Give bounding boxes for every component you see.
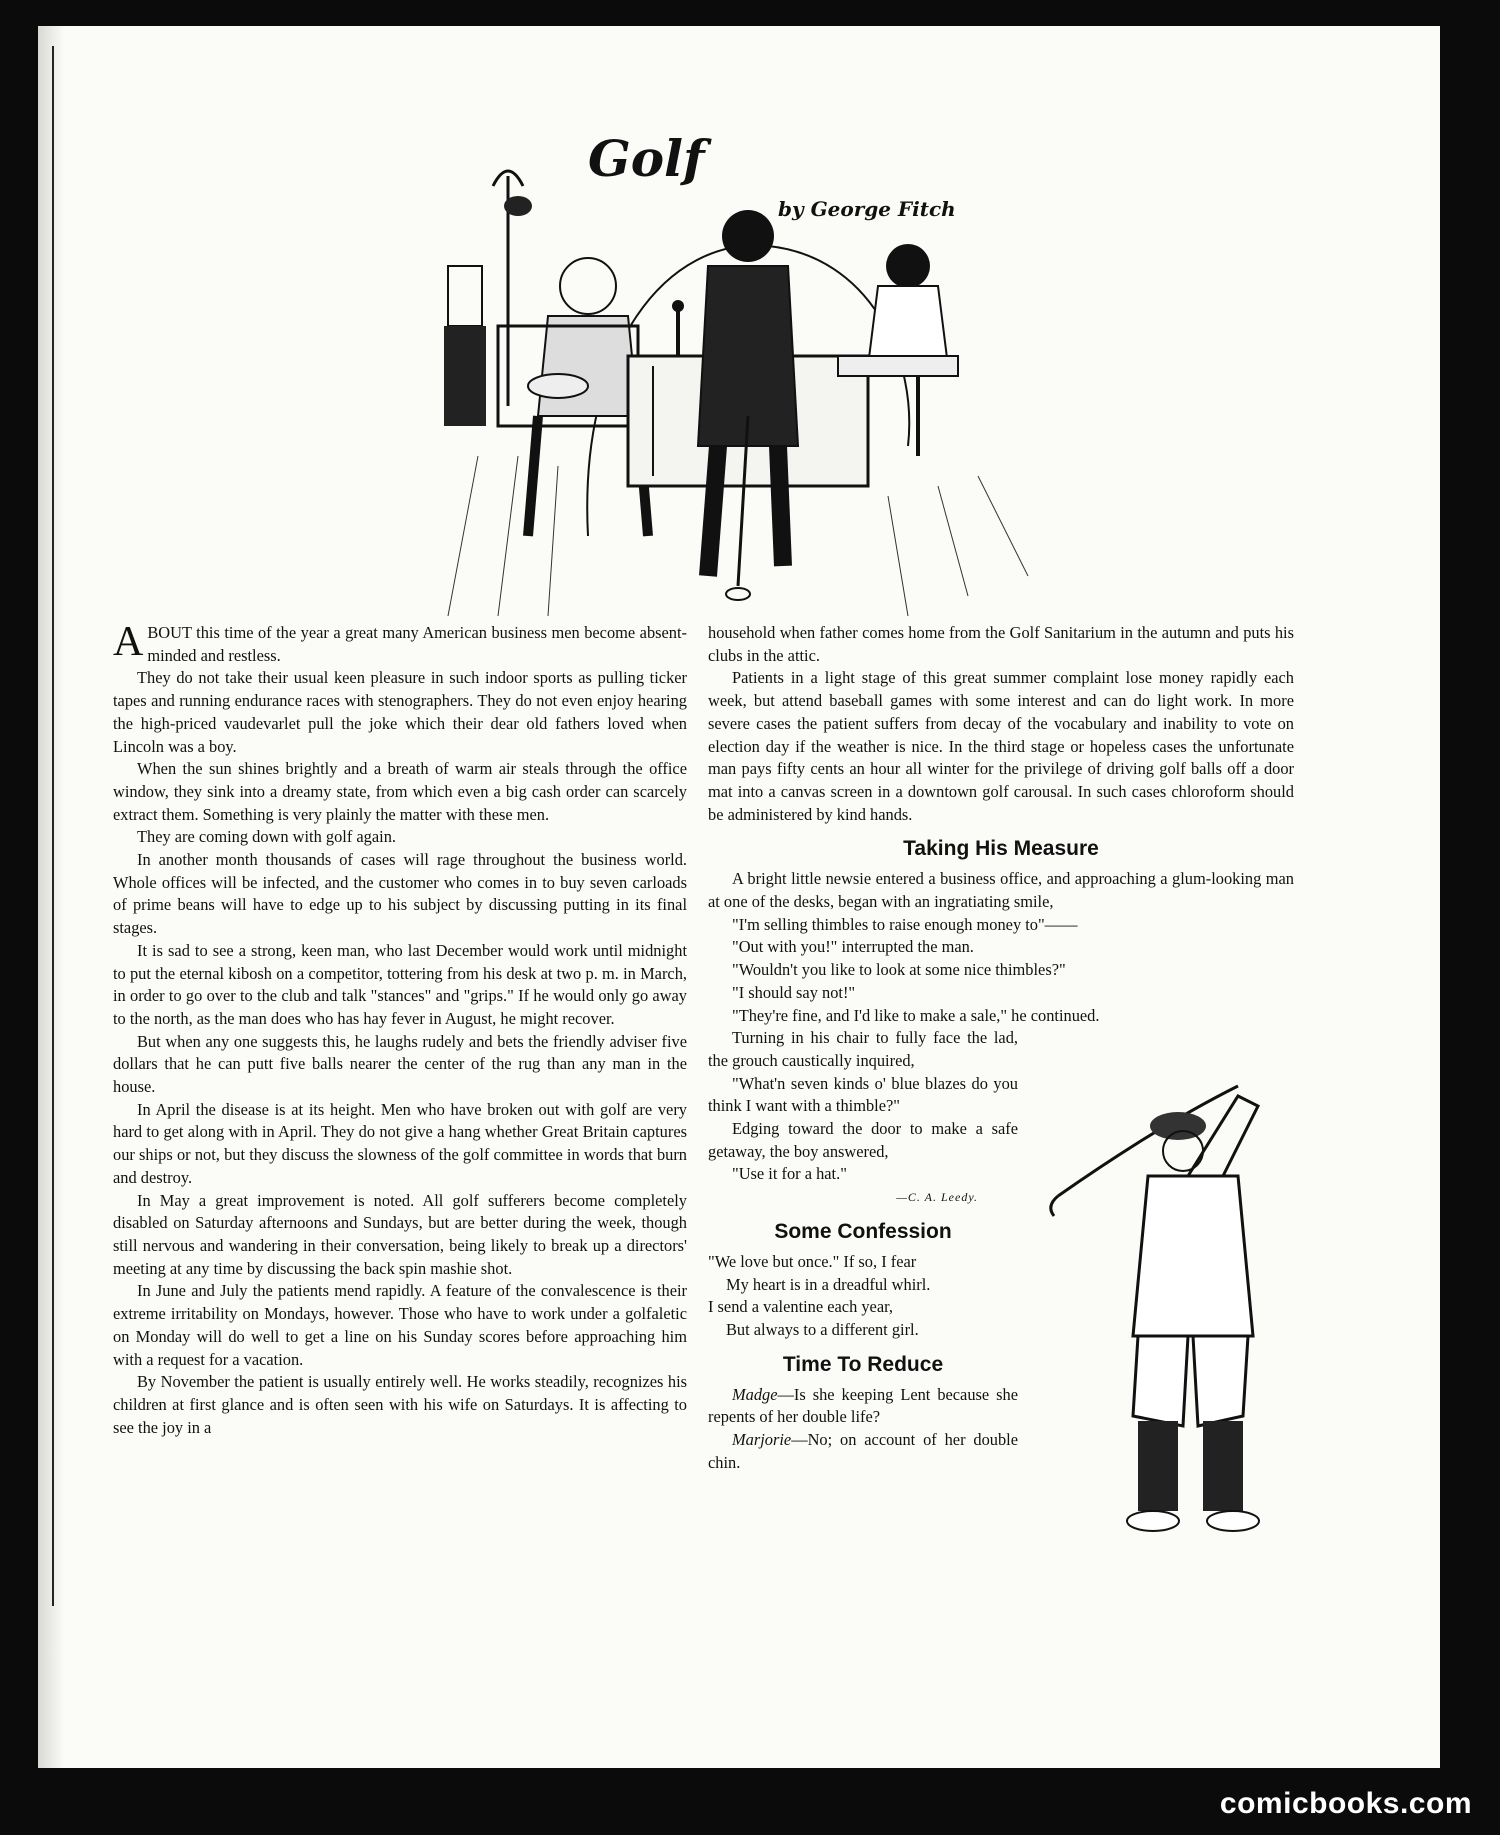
magazine-page — [38, 26, 1440, 1768]
poem-line: But always to a different girl. — [726, 1319, 919, 1339]
heading-time-to-reduce: Time To Reduce — [782, 1352, 944, 1376]
page-fold-shadow — [38, 26, 64, 1768]
story-line: A bright little newsie entered a business office, and approaching a glum-looking man at one of the desks, began with an ingratiating smile, — [708, 869, 1294, 912]
speaker-name: Madge — [732, 1384, 778, 1404]
story-line: Edging toward the door to make a safe getaway, the boy answered, — [708, 1119, 1018, 1161]
story-credit: —C. A. Leedy. — [896, 1190, 978, 1205]
heading-taking-his-measure: Taking His Measure — [903, 837, 1099, 861]
golfer-drawing — [1038, 1066, 1298, 1626]
article-paragraph: Patients in a light stage of this great summer complaint lose money rapidly each week, but attend baseball games with some interest and can do light work. In more severe cases the patient suffers from decay of the vocabulary and inability to vote on election day if the weather is nice. In the third stage or hopeless cases the unfortunate man pays fifty cents an hour all winter for the privilege of driving golf balls off a door mat into a canvas screen in a downtown golf carousal. In such cases chloroform should be administered by kind hands. — [708, 668, 1294, 824]
narrow-block — [708, 1027, 1018, 1474]
article-paragraph: They do not take their usual keen pleasure in such indoor sports as pulling ticker tapes and running endurance races with stenographers. They do not even enjoy hearing the high-priced vaudevarlet pull the joke which their dear old fathers loved when Lincoln was a boy. — [113, 668, 687, 756]
article-byline: by George Fitch — [778, 197, 956, 221]
heading-some-confession: Some Confession — [774, 1219, 952, 1243]
story-line: "Out with you!" interrupted the man. — [732, 937, 974, 957]
article-paragraph: In another month thousands of cases will rage throughout the business world. Whole offices will be infected, and the customer who comes in to buy seven carloads of prime beans will have to edge up to his subject by discussing putting in its final stages. — [113, 850, 687, 938]
drop-cap: A — [113, 619, 144, 665]
poem-line: My heart is in a dreadful whirl. — [726, 1274, 931, 1294]
office-scene-drawing — [438, 116, 1058, 636]
story-line: "I'm selling thimbles to raise enough money to"—— — [732, 914, 1078, 934]
speaker-name: Marjorie — [732, 1430, 792, 1450]
golfer-illustration — [1038, 1066, 1298, 1626]
article-paragraph-continued: household when father comes home from the Golf Sanitarium in the autumn and puts his clubs in the attic. — [708, 623, 1294, 665]
poem-line: "We love but once." If so, I fear — [708, 1251, 917, 1271]
dialogue-line: Marjorie—No; on account of her double chin. — [708, 1430, 1018, 1472]
article-paragraph: They are coming down with golf again. — [137, 827, 396, 847]
article-paragraph-1: ABOUT this time of the year a great many American business men become absent-minded and restless. — [113, 619, 687, 665]
story-line: "What'n seven kinds o' blue blazes do you think I want with a thimble?" — [708, 1073, 1018, 1116]
header-illustration — [438, 116, 1058, 636]
article-paragraph: In June and July the patients mend rapidly. A feature of the convalescence is their extreme irritability on Mondays, however. Those who have to work under a golfaletic on Monday will do well to get a line on his Sunday scores before approaching him with a request for a vacation. — [113, 1281, 687, 1369]
binding-line — [52, 46, 54, 1606]
poem — [708, 1251, 1018, 1342]
article-title: Golf — [588, 129, 705, 188]
story-line: "Wouldn't you like to look at some nice thimbles?" — [732, 960, 1066, 980]
left-column — [113, 619, 687, 1439]
dialogue-line: Madge—Is she keeping Lent because she repents of her double life? — [708, 1384, 1018, 1427]
article-paragraph: By November the patient is usually entirely well. He works steadily, recognizes his children at first glance and is often seen with his wife on Saturdays. It is affecting to see the joy in a — [113, 1372, 687, 1437]
story-line: "I should say not!" — [732, 982, 856, 1002]
story-line: "Use it for a hat." — [732, 1164, 847, 1184]
article-paragraph: It is sad to see a strong, keen man, who last December would work until midnight to put the eternal kibosh on a competitor, tottering from his desk at two p. m. in March, in order to go over to the club and talk "stances" and "grips." If he would only go away to the north, as the man does who has hay fever in August, he might recover. — [113, 940, 687, 1028]
article-paragraph: When the sun shines brightly and a breath of warm air steals through the office window, they sink into a dreamy state, from which even a big cash order can scarcely extract them. Something is very plainly the matter with these men. — [113, 759, 687, 824]
article-paragraph: In May a great improvement is noted. All golf sufferers become completely disabled on Saturday afternoons and Sundays, but are better during the week, though still nervous and wandering in their conversation, being likely to break up a directors' meeting at any time by discussing the back spin mashie shot. — [113, 1190, 687, 1278]
poem-line: I send a valentine each year, — [708, 1297, 894, 1317]
article-paragraph: But when any one suggests this, he laughs rudely and bets the friendly adviser five dollars that he can putt five balls nearer the center of the rug than any man in the house. — [113, 1031, 687, 1097]
story-line: Turning in his chair to fully face the lad, the grouch caustically inquired, — [708, 1028, 1018, 1070]
article-paragraph: In April the disease is at its height. Men who have broken out with golf are very hard to get along with in April. They do not give a hang whether Great Britain captures our ships or not, but they discuss the slowness of the golf committee in words that burn and destroy. — [113, 1099, 687, 1187]
story-line: "They're fine, and I'd like to make a sale," he continued. — [732, 1005, 1100, 1025]
site-watermark: comicbooks.com — [1219, 1787, 1472, 1820]
